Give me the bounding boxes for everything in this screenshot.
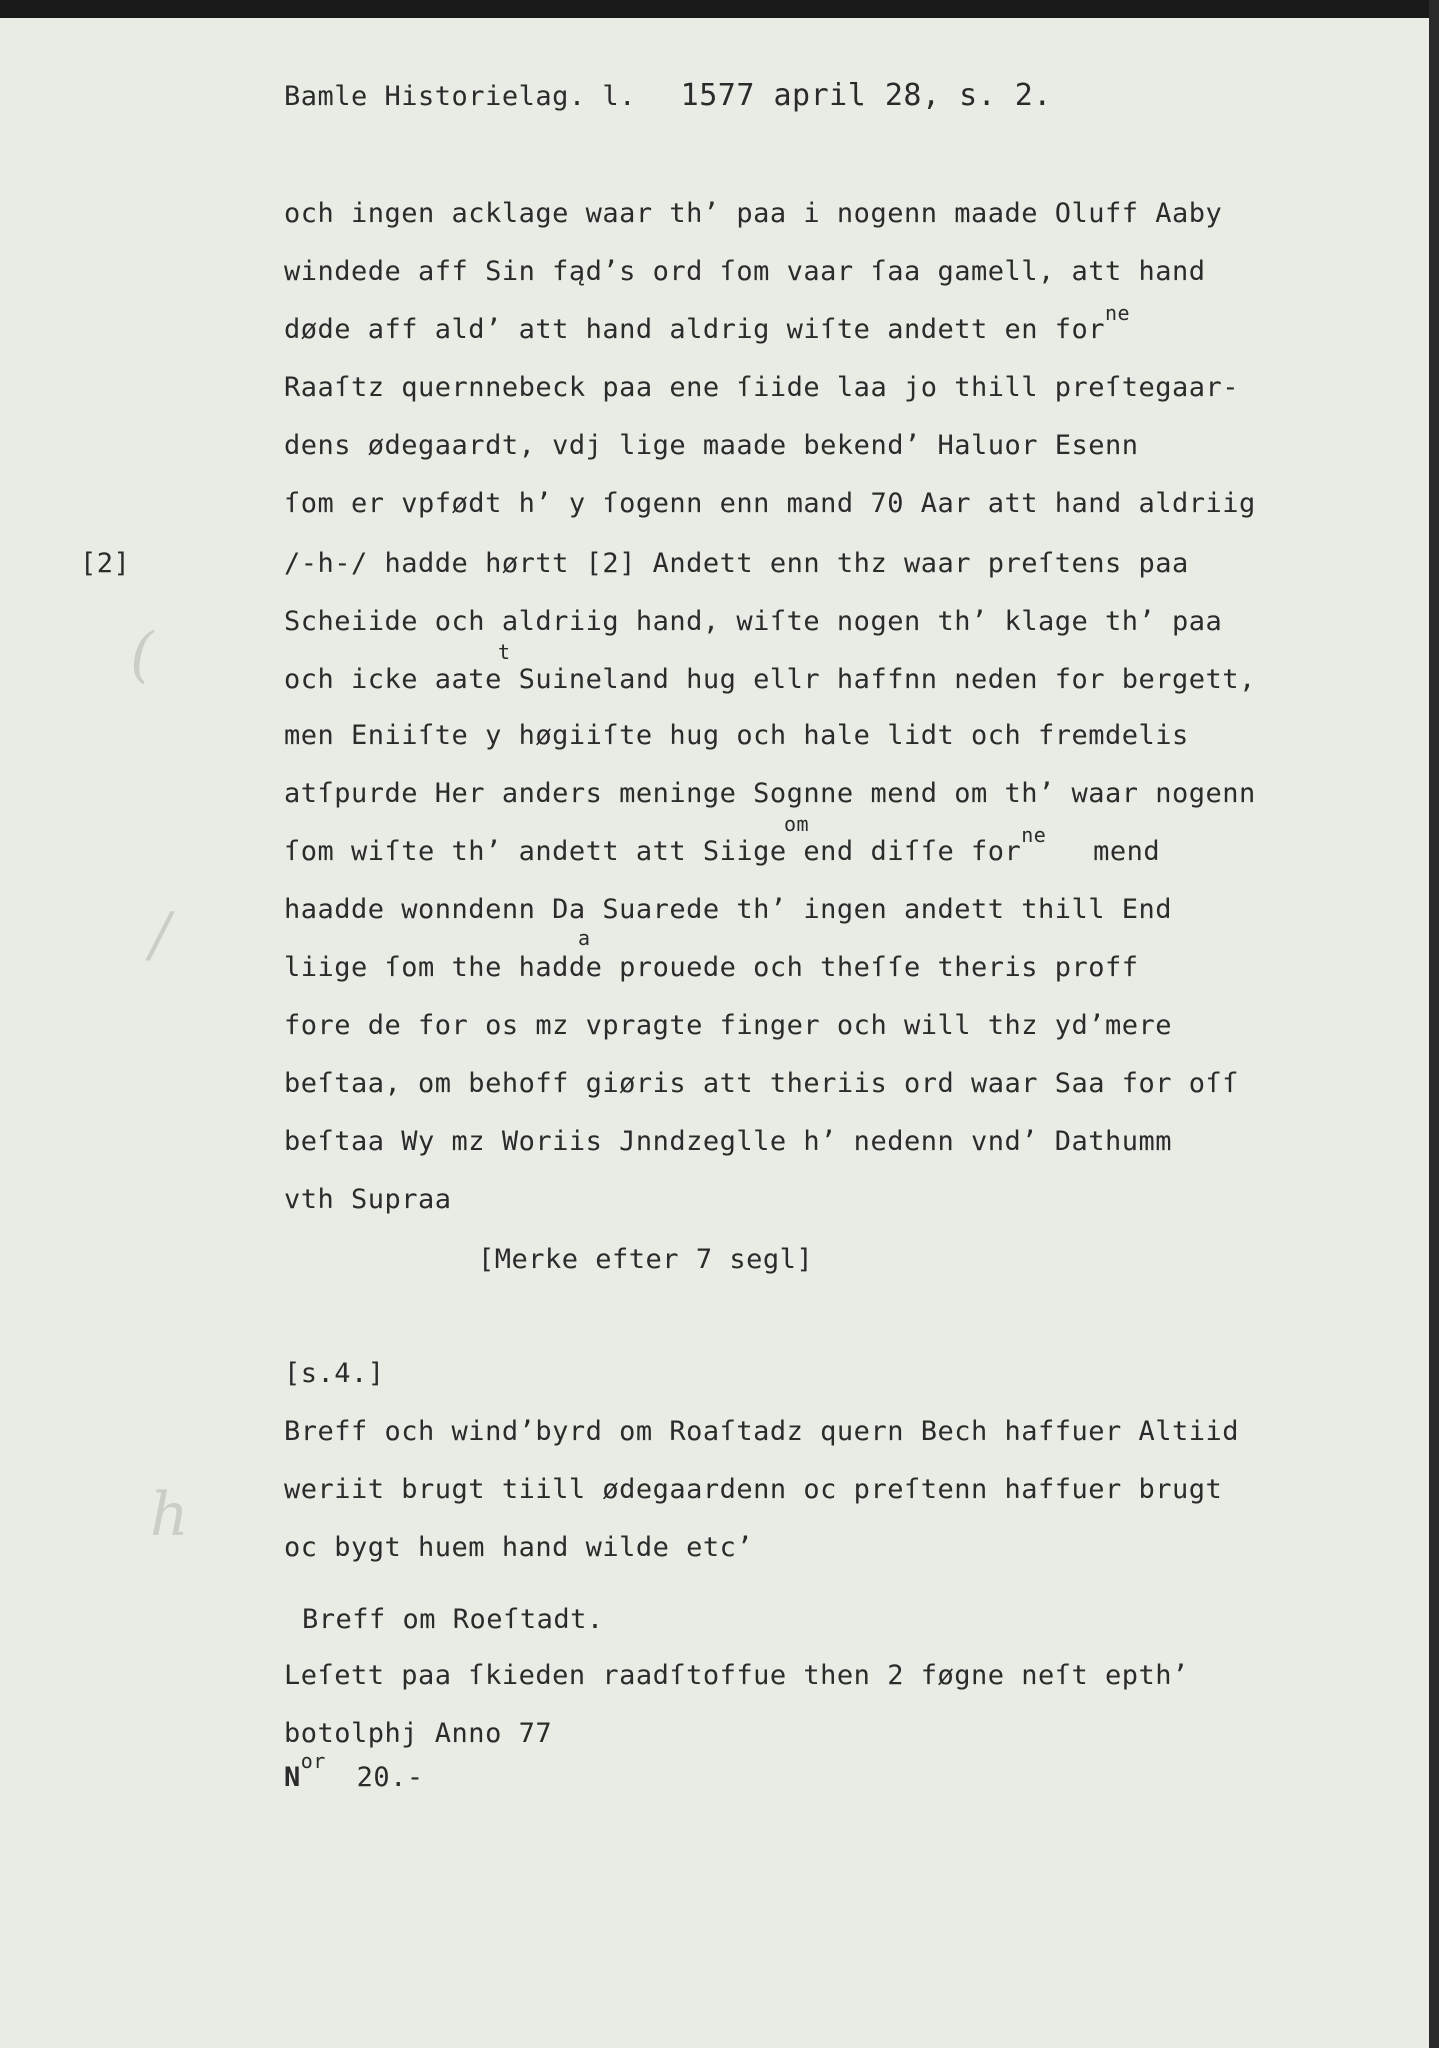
body-line-12 <box>284 823 1161 867</box>
number-value: 20.- <box>356 1762 424 1793</box>
body-line-5: dens ødegaardt, vdj lige maade bekend’ Haluor Esenn <box>284 430 1139 461</box>
body-line-15: fore de for os mz vpragte finger och will thz yd’mere <box>284 1010 1173 1041</box>
superscript-ne: ne <box>1105 301 1131 325</box>
pencil-mark-3: h <box>150 1480 190 1550</box>
section-marker: [s.4.] <box>284 1358 385 1389</box>
body-line-12-tail: mend <box>1093 836 1161 867</box>
section-line-3: oc bygt huem hand wilde etc’ <box>284 1532 754 1563</box>
body-line-12-text: ſom wiſte th’ andett att Siige end diſſe for <box>284 836 1022 867</box>
body-line-1: och ingen acklage waar th’ paa i nogenn maade Oluff Aaby <box>284 198 1223 229</box>
margin-reference: [2] <box>80 548 131 579</box>
body-line-6: ſom er vpfødt h’ y ſogenn enn mand 70 Aar att hand aldriig <box>284 488 1256 519</box>
body-line-7: /-h-/ hadde hørtt [2] Andett enn thz waar preſtens paa <box>284 548 1189 579</box>
read-line-2: botolphj Anno 77 <box>284 1718 553 1749</box>
header-title: Bamle Historielag. l. <box>284 81 636 112</box>
body-line-9: och icke aate Suineland hug ellr haffnn neden for bergett, <box>284 664 1256 695</box>
section-line-2: weriit brugt tiill ødegaardenn oc preſtenn haffuer brugt <box>284 1474 1223 1505</box>
superscript-t: t <box>498 640 511 664</box>
body-line-2: windede aff Sin fąd’s ord ſom vaar ſaa gamell, att hand <box>284 256 1206 287</box>
scan-top-border <box>0 0 1439 18</box>
scan-right-border <box>1429 0 1439 2048</box>
superscript-ne-2: ne <box>1021 823 1047 847</box>
superscript-om: om <box>784 812 810 836</box>
body-line-10: men Eniiſte y høgiiſte hug och hale lidt och fremdelis <box>284 720 1189 751</box>
body-line-3 <box>284 301 1131 345</box>
body-line-13: haadde wonndenn Da Suarede th’ ingen andett thill End <box>284 894 1173 925</box>
body-line-3-text: døde aff ald’ att hand aldrig wiſte andett en for <box>284 314 1106 345</box>
document-number <box>284 1749 424 1793</box>
body-line-8: Scheiide och aldriig hand, wiſte nogen th’ klage th’ paa <box>284 606 1223 637</box>
body-line-4: Raaſtz quernnebeck paa ene ſiide laa jo thill preſtegaar- <box>284 372 1240 403</box>
superscript-a: a <box>578 926 591 950</box>
seal-note: [Merke efter 7 segl] <box>478 1244 814 1275</box>
body-line-11: atſpurde Her anders meninge Sognne mend om th’ waar nogenn <box>284 778 1256 809</box>
page-header <box>284 78 1052 113</box>
number-prefix: N <box>284 1762 301 1793</box>
body-line-16: beſtaa, om behoff giøris att theriis ord waar Saa for oſſ <box>284 1068 1240 1099</box>
section-subtitle: Breff om Roeſtadt. <box>302 1604 604 1635</box>
pencil-mark-1: ( <box>130 620 154 690</box>
pencil-mark-2: / <box>150 900 171 970</box>
body-line-18: vth Supraa <box>284 1184 452 1215</box>
number-superscript: or <box>300 1749 326 1773</box>
read-line-1: Leſett paa ſkieden raadſtoffue then 2 føgne neſt epth’ <box>284 1660 1189 1691</box>
section-line-1: Breff och wind’byrd om Roaſtadz quern Bech haffuer Altiid <box>284 1416 1240 1447</box>
body-line-14: liige ſom the hadde prouede och theſſe theris proff <box>284 952 1139 983</box>
header-date: 1577 april 28, s. 2. <box>680 78 1052 113</box>
body-line-17: beſtaa Wy mz Woriis Jnndzeglle h’ nedenn vnd’ Dathumm <box>284 1126 1173 1157</box>
